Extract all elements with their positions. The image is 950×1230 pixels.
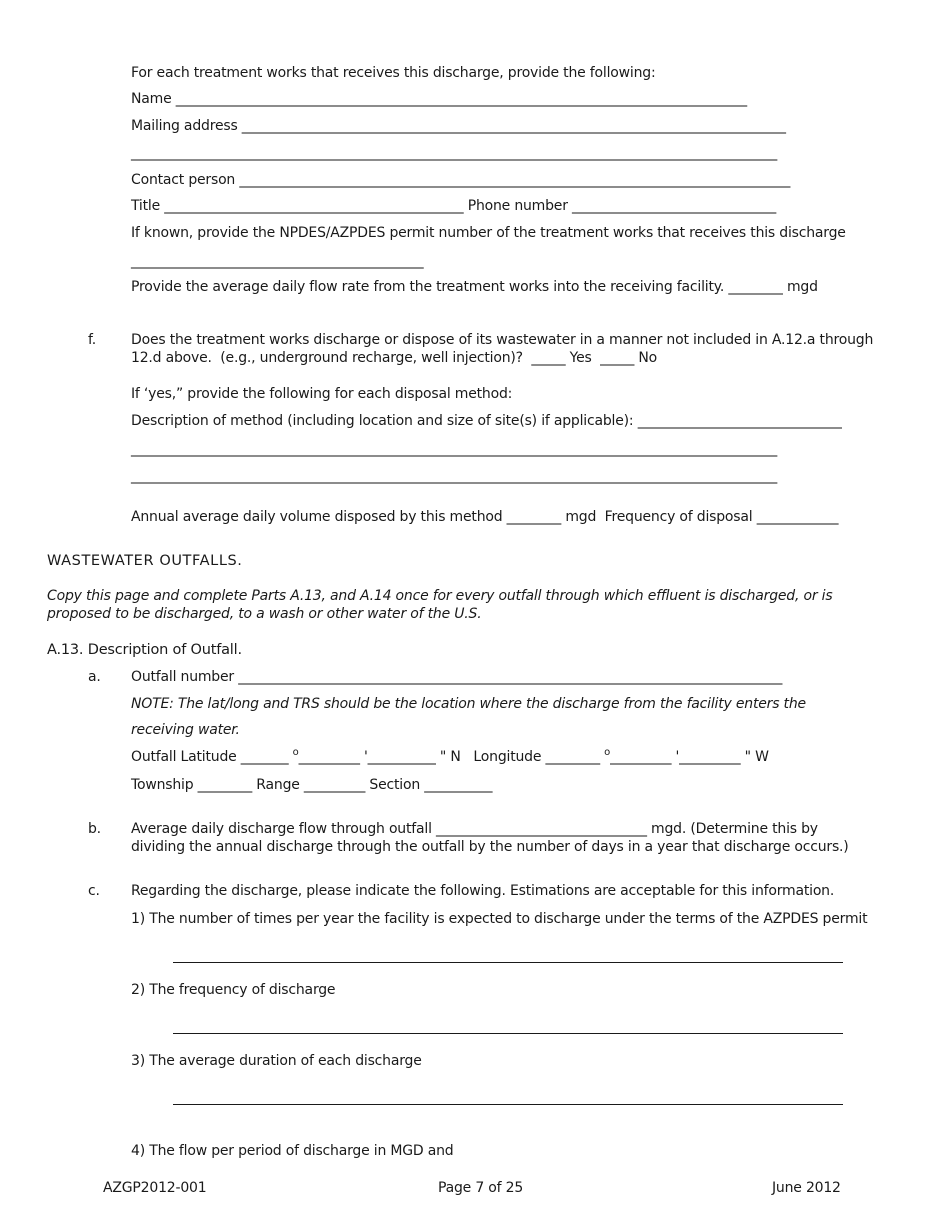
- township-range-section-field[interactable]: Township ________ Range _________ Section __________: [131, 777, 493, 793]
- discharge-times-question: 1) The number of times per year the facility is expected to discharge under the terms of the AZPDES permit: [131, 911, 868, 927]
- wastewater-outfalls-heading: WASTEWATER OUTFALLS.: [47, 553, 243, 569]
- contact-person-field[interactable]: Contact person _________________________________________________________________________________: [131, 172, 791, 188]
- footer-form-id: AZGP2012-001: [103, 1180, 207, 1196]
- item-c-marker: c.: [88, 883, 100, 899]
- footer-page-number: Page 7 of 25: [438, 1180, 524, 1196]
- discharge-info-intro: Regarding the discharge, please indicate the following. Estimations are acceptable for this information.: [131, 883, 835, 899]
- mailing-address-field[interactable]: Mailing address ________________________________________________________________________________: [131, 118, 786, 134]
- degree-symbol: o: [292, 747, 299, 758]
- item-f-yes-no-field[interactable]: 12.d above. (e.g., underground recharge, well injection)? _____ Yes _____ No: [131, 350, 658, 366]
- copy-instruction-line2: proposed to be discharged, to a wash or other water of the U.S.: [47, 606, 482, 622]
- flow-per-period-question: 4) The flow per period of discharge in MGD and: [131, 1143, 454, 1159]
- if-yes-instruction: If ‘yes,” provide the following for each disposal method:: [131, 386, 513, 402]
- disposal-volume-frequency-field[interactable]: Annual average daily volume disposed by this method ________ mgd Frequency of disposal ____________: [131, 509, 839, 525]
- copy-instruction-line1: Copy this page and complete Parts A.13, and A.14 once for every outfall through which effluent is discharged, or is: [47, 588, 833, 604]
- permit-number-field[interactable]: ___________________________________________: [131, 253, 424, 269]
- mailing-address-line2-field[interactable]: _______________________________________________________________________________________________: [131, 145, 778, 161]
- latitude-label: Outfall Latitude _______: [131, 749, 293, 765]
- permit-number-question: If known, provide the NPDES/AZPDES permit number of the treatment works that receives this discharge: [131, 225, 846, 241]
- item-a-marker: a.: [88, 669, 101, 685]
- outfall-number-field[interactable]: Outfall number ________________________________________________________________________________: [131, 669, 783, 685]
- item-f-marker: f.: [88, 332, 96, 348]
- flow-rate-field[interactable]: Provide the average daily flow rate from the treatment works into the receiving facility. ________ mgd: [131, 279, 818, 295]
- title-phone-field[interactable]: Title ____________________________________________ Phone number ______________________________: [131, 198, 777, 214]
- discharge-duration-question: 3) The average duration of each discharge: [131, 1053, 422, 1069]
- longitude-minutes-seconds: _________ '_________ " W: [610, 749, 769, 765]
- discharge-flow-field[interactable]: Average daily discharge flow through outfall _______________________________ mgd. (Determine this by: [131, 821, 818, 837]
- disposal-description-line3-field[interactable]: _______________________________________________________________________________________________: [131, 468, 778, 484]
- disposal-description-line2-field[interactable]: _______________________________________________________________________________________________: [131, 441, 778, 457]
- discharge-times-answer-line[interactable]: [173, 962, 843, 963]
- item-f-question-line1: Does the treatment works discharge or dispose of its wastewater in a manner not included in A.12.a through: [131, 332, 874, 348]
- disposal-method-description-field[interactable]: Description of method (including location and size of site(s) if applicable): ______________________________: [131, 413, 842, 429]
- discharge-frequency-question: 2) The frequency of discharge: [131, 982, 336, 998]
- discharge-duration-answer-line[interactable]: [173, 1104, 843, 1105]
- a13-heading: A.13. Description of Outfall.: [47, 642, 242, 658]
- footer-date: June 2012: [772, 1180, 841, 1196]
- treatment-name-field[interactable]: Name ____________________________________________________________________________________: [131, 91, 747, 107]
- latlong-note-line2: receiving water.: [131, 722, 240, 738]
- latitude-longitude-field[interactable]: [131, 748, 769, 768]
- discharge-flow-instruction: dividing the annual discharge through the outfall by the number of days in a year that discharge occurs.): [131, 839, 849, 855]
- item-b-marker: b.: [88, 821, 101, 837]
- latlong-note-line1: NOTE: The lat/long and TRS should be the location where the discharge from the facility enters the: [131, 696, 806, 712]
- latitude-minutes-seconds: _________ '__________ " N Longitude ________: [298, 749, 605, 765]
- treatment-intro: For each treatment works that receives this discharge, provide the following:: [131, 65, 656, 81]
- discharge-frequency-answer-line[interactable]: [173, 1033, 843, 1034]
- degree-symbol: o: [604, 747, 611, 758]
